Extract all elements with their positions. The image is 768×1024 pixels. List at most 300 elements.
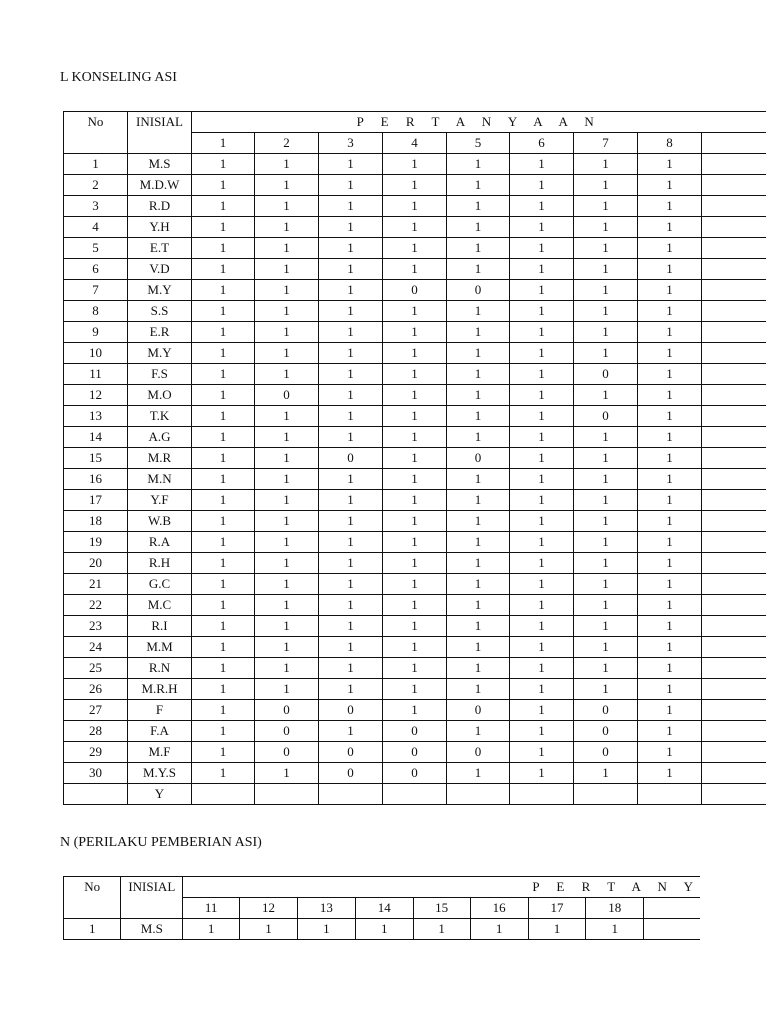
answer-cell: 1	[638, 658, 702, 679]
answer-cell: 1	[319, 406, 383, 427]
table-row	[64, 637, 766, 658]
question-number-cell: 17	[528, 898, 586, 919]
answer-cell: 0	[383, 280, 447, 301]
answer-cell-empty	[702, 469, 766, 490]
answer-cell: 1	[447, 658, 510, 679]
question-number-cell: 11	[183, 898, 240, 919]
footer-initial-cell: Y	[128, 784, 192, 805]
answer-cell: 1	[383, 322, 447, 343]
answer-cell: 1	[383, 301, 447, 322]
answer-cell: 1	[447, 322, 510, 343]
answer-cell-empty	[702, 679, 766, 700]
footer-empty-cell	[702, 784, 766, 805]
answer-cell: 1	[510, 280, 574, 301]
answer-cell: 1	[574, 574, 638, 595]
answer-cell: 1	[383, 490, 447, 511]
table-row	[64, 595, 766, 616]
table-row	[64, 280, 766, 301]
row-number-cell: 20	[64, 553, 128, 574]
initial-cell: M.O	[128, 385, 192, 406]
question-number-cell: 7	[574, 133, 638, 154]
answer-cell: 1	[183, 919, 240, 940]
answer-cell: 0	[319, 742, 383, 763]
answer-cell-empty	[702, 280, 766, 301]
table-row	[64, 385, 766, 406]
footer-row	[64, 784, 766, 805]
table-row	[64, 343, 766, 364]
answer-cell-empty	[702, 553, 766, 574]
row-number-cell: 10	[64, 343, 128, 364]
no-header: No	[64, 112, 128, 154]
answer-cell: 1	[192, 742, 255, 763]
answer-cell: 1	[574, 658, 638, 679]
answer-cell: 0	[255, 700, 319, 721]
row-number-cell: 17	[64, 490, 128, 511]
answer-cell: 1	[638, 721, 702, 742]
answer-cell: 1	[510, 511, 574, 532]
answer-cell: 1	[470, 919, 528, 940]
answer-cell: 1	[574, 595, 638, 616]
answer-cell: 1	[574, 490, 638, 511]
table-row	[64, 448, 766, 469]
answer-cell: 1	[192, 469, 255, 490]
answer-cell: 1	[255, 469, 319, 490]
initial-cell: M.D.W	[128, 175, 192, 196]
answer-cell: 1	[255, 553, 319, 574]
questions-group-header: P E R T A N Y	[183, 877, 700, 898]
answer-cell-empty	[702, 364, 766, 385]
initial-cell: F.S	[128, 364, 192, 385]
answer-cell: 1	[638, 511, 702, 532]
answer-cell: 1	[192, 343, 255, 364]
answer-cell: 1	[638, 322, 702, 343]
answer-cell: 1	[319, 217, 383, 238]
answer-cell: 1	[255, 532, 319, 553]
answer-cell: 1	[510, 700, 574, 721]
initial-cell: S.S	[128, 301, 192, 322]
answer-cell: 1	[255, 448, 319, 469]
footer-empty-cell	[383, 784, 447, 805]
initial-cell: T.K	[128, 406, 192, 427]
answer-cell: 1	[383, 553, 447, 574]
answer-cell: 1	[510, 490, 574, 511]
answer-cell: 1	[383, 700, 447, 721]
initial-cell: M.R.H	[128, 679, 192, 700]
answer-cell: 1	[255, 343, 319, 364]
answer-cell: 1	[240, 919, 298, 940]
answer-cell: 1	[192, 532, 255, 553]
answer-cell: 0	[319, 763, 383, 784]
answer-cell: 1	[255, 364, 319, 385]
answer-cell: 1	[297, 919, 355, 940]
answer-cell: 1	[510, 448, 574, 469]
answer-cell: 0	[574, 742, 638, 763]
answer-cell: 1	[255, 301, 319, 322]
section-title-perilaku: N (PERILAKU PEMBERIAN ASI)	[60, 835, 262, 850]
answer-cell: 0	[255, 721, 319, 742]
answer-cell: 1	[255, 406, 319, 427]
answer-cell: 1	[638, 196, 702, 217]
row-number-cell: 25	[64, 658, 128, 679]
answer-cell: 1	[574, 175, 638, 196]
footer-empty-cell	[319, 784, 383, 805]
answer-cell: 1	[383, 616, 447, 637]
answer-cell: 1	[319, 679, 383, 700]
answer-cell: 1	[383, 154, 447, 175]
initial-cell: M.Y	[128, 280, 192, 301]
answer-cell-empty	[702, 343, 766, 364]
row-number-cell: 9	[64, 322, 128, 343]
answer-cell: 0	[574, 406, 638, 427]
answer-cell: 1	[447, 511, 510, 532]
answer-cell: 1	[638, 490, 702, 511]
row-number-cell: 1	[64, 154, 128, 175]
answer-cell: 1	[192, 196, 255, 217]
row-number-cell: 5	[64, 238, 128, 259]
answer-cell: 1	[638, 448, 702, 469]
table-row	[64, 574, 766, 595]
answer-cell: 1	[638, 217, 702, 238]
answer-cell-empty	[702, 616, 766, 637]
answer-cell: 1	[638, 574, 702, 595]
answer-cell: 1	[319, 553, 383, 574]
table-row	[64, 217, 766, 238]
header-row	[64, 877, 701, 898]
table-row	[64, 721, 766, 742]
answer-cell: 1	[447, 469, 510, 490]
answer-cell: 1	[383, 238, 447, 259]
answer-cell: 1	[383, 217, 447, 238]
answer-cell-empty	[702, 490, 766, 511]
table-row	[64, 919, 701, 940]
questions-group-header: P E R T A N Y A A N	[192, 112, 766, 133]
answer-cell: 1	[510, 469, 574, 490]
table-row	[64, 301, 766, 322]
answer-cell: 1	[192, 364, 255, 385]
answer-cell: 1	[447, 364, 510, 385]
table-row	[64, 700, 766, 721]
initial-cell: A.G	[128, 427, 192, 448]
answer-cell: 1	[447, 343, 510, 364]
answer-cell-empty	[702, 406, 766, 427]
row-number-cell: 18	[64, 511, 128, 532]
answer-cell: 1	[255, 490, 319, 511]
table-row	[64, 238, 766, 259]
answer-cell: 1	[574, 427, 638, 448]
answer-cell: 1	[510, 574, 574, 595]
table-row	[64, 532, 766, 553]
answer-cell-empty	[702, 448, 766, 469]
answer-cell-empty	[702, 574, 766, 595]
answer-cell: 1	[319, 322, 383, 343]
row-number-cell: 13	[64, 406, 128, 427]
answer-cell: 1	[574, 679, 638, 700]
answer-cell: 1	[638, 259, 702, 280]
answer-cell: 1	[447, 553, 510, 574]
initial-cell: M.F	[128, 742, 192, 763]
answer-cell: 1	[192, 553, 255, 574]
answer-cell: 1	[447, 679, 510, 700]
answer-cell: 1	[383, 448, 447, 469]
answer-cell: 1	[319, 637, 383, 658]
answer-cell: 1	[510, 532, 574, 553]
answer-cell: 1	[192, 385, 255, 406]
answer-cell: 1	[383, 427, 447, 448]
answer-cell: 1	[447, 238, 510, 259]
answer-cell: 1	[192, 154, 255, 175]
initial-cell: V.D	[128, 259, 192, 280]
answer-cell: 1	[192, 616, 255, 637]
answer-cell: 1	[413, 919, 470, 940]
answer-cell: 1	[510, 406, 574, 427]
answer-cell: 1	[638, 364, 702, 385]
question-number-cell-empty	[702, 133, 766, 154]
table-row	[64, 553, 766, 574]
answer-cell: 1	[192, 448, 255, 469]
answer-cell: 1	[447, 595, 510, 616]
answer-cell-empty	[702, 259, 766, 280]
answer-cell-empty	[702, 658, 766, 679]
answer-cell: 1	[510, 238, 574, 259]
answer-cell-empty	[702, 196, 766, 217]
answer-cell: 1	[319, 301, 383, 322]
answer-cell-empty	[702, 721, 766, 742]
answer-cell: 1	[192, 217, 255, 238]
answer-cell: 1	[319, 511, 383, 532]
answer-cell: 1	[319, 574, 383, 595]
answer-cell: 1	[447, 532, 510, 553]
row-number-cell: 28	[64, 721, 128, 742]
no-header: No	[64, 877, 121, 919]
footer-empty-cell	[64, 784, 128, 805]
answer-cell: 1	[255, 574, 319, 595]
answer-cell: 1	[510, 553, 574, 574]
row-number-cell: 19	[64, 532, 128, 553]
answer-cell: 0	[383, 721, 447, 742]
answer-cell: 1	[586, 919, 644, 940]
answer-cell: 1	[383, 532, 447, 553]
answer-cell: 1	[574, 217, 638, 238]
answer-cell: 1	[638, 763, 702, 784]
answer-cell: 1	[355, 919, 413, 940]
answer-cell: 1	[255, 196, 319, 217]
answer-cell: 1	[192, 763, 255, 784]
answer-cell: 1	[574, 280, 638, 301]
answer-cell: 1	[319, 427, 383, 448]
footer-empty-cell	[638, 784, 702, 805]
answer-cell: 1	[638, 154, 702, 175]
answer-cell: 1	[255, 175, 319, 196]
answer-cell: 1	[192, 721, 255, 742]
answer-cell: 1	[510, 595, 574, 616]
initial-cell: M.Y	[128, 343, 192, 364]
answer-cell: 1	[574, 154, 638, 175]
initial-cell: M.R	[128, 448, 192, 469]
row-number-cell: 2	[64, 175, 128, 196]
answer-cell: 0	[574, 721, 638, 742]
answer-cell: 1	[638, 742, 702, 763]
answer-cell: 1	[192, 511, 255, 532]
table-row	[64, 259, 766, 280]
answer-cell: 1	[447, 574, 510, 595]
answer-cell: 1	[319, 385, 383, 406]
answer-cell: 1	[510, 742, 574, 763]
perilaku-table-viewport	[63, 876, 700, 946]
row-number-cell: 30	[64, 763, 128, 784]
question-number-cell: 1	[192, 133, 255, 154]
answer-cell: 0	[255, 385, 319, 406]
answer-cell: 1	[510, 343, 574, 364]
answer-cell: 0	[574, 364, 638, 385]
answer-cell: 1	[192, 238, 255, 259]
answer-cell: 1	[447, 763, 510, 784]
answer-cell: 1	[383, 259, 447, 280]
question-number-cell: 4	[383, 133, 447, 154]
konseling-table	[63, 111, 766, 805]
answer-cell-empty	[644, 919, 700, 940]
row-number-cell: 29	[64, 742, 128, 763]
answer-cell: 1	[192, 427, 255, 448]
question-number-cell-empty	[644, 898, 700, 919]
answer-cell: 1	[510, 658, 574, 679]
answer-cell: 1	[255, 217, 319, 238]
answer-cell: 1	[638, 637, 702, 658]
question-number-cell: 2	[255, 133, 319, 154]
answer-cell: 1	[638, 406, 702, 427]
answer-cell: 1	[319, 280, 383, 301]
header-row	[64, 112, 766, 133]
answer-cell: 1	[255, 637, 319, 658]
table-row	[64, 364, 766, 385]
initial-cell: Y.H	[128, 217, 192, 238]
footer-empty-cell	[255, 784, 319, 805]
answer-cell: 1	[319, 532, 383, 553]
answer-cell: 1	[192, 259, 255, 280]
question-number-cell: 12	[240, 898, 298, 919]
answer-cell-empty	[702, 217, 766, 238]
answer-cell: 1	[447, 259, 510, 280]
answer-cell: 1	[192, 322, 255, 343]
row-number-cell: 21	[64, 574, 128, 595]
answer-cell: 1	[192, 175, 255, 196]
answer-cell: 1	[510, 721, 574, 742]
answer-cell: 1	[574, 259, 638, 280]
answer-cell: 1	[574, 343, 638, 364]
answer-cell: 0	[574, 700, 638, 721]
answer-cell: 0	[447, 280, 510, 301]
answer-cell: 1	[528, 919, 586, 940]
answer-cell-empty	[702, 637, 766, 658]
answer-cell: 1	[319, 364, 383, 385]
row-number-cell: 12	[64, 385, 128, 406]
answer-cell: 1	[255, 616, 319, 637]
answer-cell: 1	[255, 679, 319, 700]
answer-cell: 1	[638, 427, 702, 448]
answer-cell: 1	[447, 217, 510, 238]
answer-cell: 1	[638, 679, 702, 700]
answer-cell: 1	[383, 679, 447, 700]
row-number-cell: 15	[64, 448, 128, 469]
answer-cell: 1	[383, 595, 447, 616]
answer-cell: 1	[255, 658, 319, 679]
answer-cell-empty	[702, 742, 766, 763]
answer-cell: 1	[638, 385, 702, 406]
answer-cell: 1	[638, 532, 702, 553]
initial-cell: G.C	[128, 574, 192, 595]
answer-cell-empty	[702, 700, 766, 721]
answer-cell: 1	[383, 469, 447, 490]
row-number-cell: 1	[64, 919, 121, 940]
answer-cell: 0	[255, 742, 319, 763]
row-number-cell: 27	[64, 700, 128, 721]
answer-cell: 1	[574, 637, 638, 658]
answer-cell: 1	[192, 637, 255, 658]
answer-cell: 1	[319, 154, 383, 175]
answer-cell: 1	[255, 259, 319, 280]
row-number-cell: 26	[64, 679, 128, 700]
row-number-cell: 3	[64, 196, 128, 217]
answer-cell-empty	[702, 301, 766, 322]
answer-cell: 0	[447, 700, 510, 721]
question-number-cell: 15	[413, 898, 470, 919]
answer-cell: 1	[638, 280, 702, 301]
initial-cell: M.Y.S	[128, 763, 192, 784]
answer-cell: 1	[447, 490, 510, 511]
answer-cell: 1	[319, 595, 383, 616]
answer-cell: 1	[192, 700, 255, 721]
answer-cell: 1	[574, 196, 638, 217]
table-row	[64, 175, 766, 196]
answer-cell: 1	[319, 490, 383, 511]
initial-cell: W.B	[128, 511, 192, 532]
answer-cell: 0	[383, 742, 447, 763]
initial-cell: F.A	[128, 721, 192, 742]
answer-cell: 1	[447, 616, 510, 637]
answer-cell: 1	[510, 175, 574, 196]
initial-cell: E.T	[128, 238, 192, 259]
answer-cell: 1	[255, 595, 319, 616]
answer-cell: 1	[638, 301, 702, 322]
row-number-cell: 22	[64, 595, 128, 616]
table-row	[64, 742, 766, 763]
initial-cell: M.S	[128, 154, 192, 175]
answer-cell: 1	[447, 721, 510, 742]
table-row	[64, 406, 766, 427]
answer-cell: 1	[574, 616, 638, 637]
answer-cell: 1	[574, 322, 638, 343]
table-row	[64, 322, 766, 343]
answer-cell: 0	[319, 448, 383, 469]
answer-cell: 1	[383, 385, 447, 406]
perilaku-table	[63, 876, 700, 940]
answer-cell: 1	[192, 679, 255, 700]
answer-cell: 1	[255, 763, 319, 784]
row-number-cell: 8	[64, 301, 128, 322]
question-number-cell: 14	[355, 898, 413, 919]
initial-cell: Y.F	[128, 490, 192, 511]
answer-cell: 1	[319, 175, 383, 196]
answer-cell: 1	[574, 763, 638, 784]
answer-cell: 1	[383, 658, 447, 679]
question-number-cell: 18	[586, 898, 644, 919]
answer-cell: 1	[192, 406, 255, 427]
answer-cell: 1	[638, 343, 702, 364]
answer-cell: 1	[638, 700, 702, 721]
answer-cell: 1	[383, 574, 447, 595]
answer-cell: 1	[319, 721, 383, 742]
perilaku-table-body	[64, 919, 701, 940]
table-row	[64, 490, 766, 511]
